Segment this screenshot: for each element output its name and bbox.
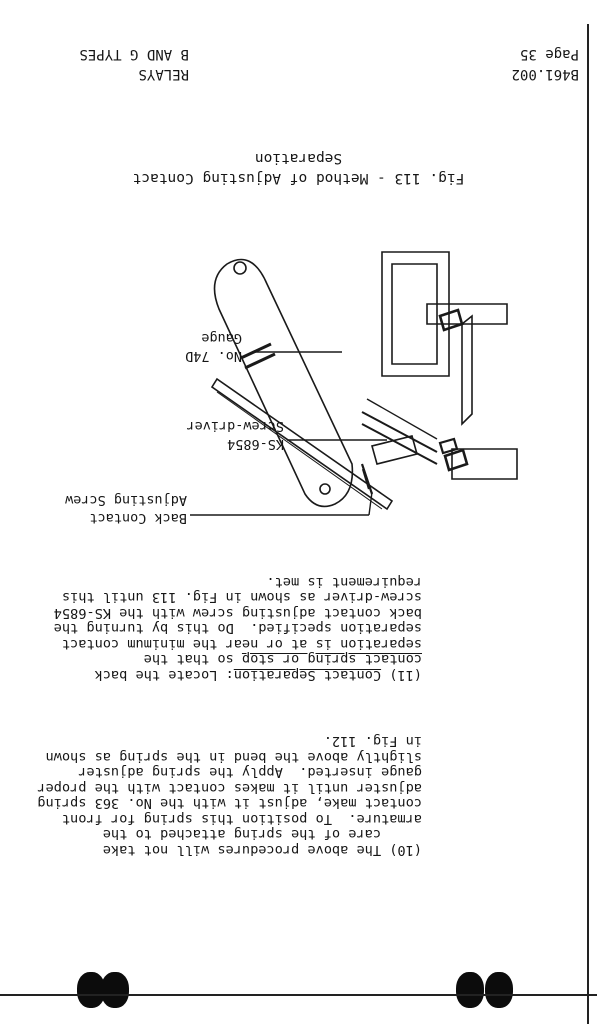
paragraph-11-line2: contact spring or stop so that the — [143, 651, 422, 668]
gauge-label-line2: Gauge — [201, 330, 242, 346]
gauge-label-line1: No. 74D — [185, 348, 242, 364]
gauge-band — [241, 344, 275, 368]
header-title-line2: B AND G TYPES — [79, 46, 189, 62]
paragraph-11-line1: (11) Contact Separation: Locate the back — [94, 667, 422, 683]
paragraph-10-line1: (10) The above procedures will not take — [102, 842, 422, 858]
gauge-lower-hole — [320, 484, 330, 494]
bottom-edge-line — [0, 994, 597, 996]
binder-hole — [101, 972, 129, 1008]
doc-number: B461.002 — [511, 66, 579, 82]
paragraph-11-line4: separation specified. Do this by turning the — [53, 620, 422, 637]
gauge-pivot-hole — [234, 262, 246, 274]
paragraph-10-line2: care of the spring attached to the — [102, 826, 422, 843]
screwdriver-label-line2: Screw-driver — [186, 418, 284, 434]
paragraph-11-line6: screw-driver as shown in Fig. 113 until this — [61, 589, 422, 606]
screw-label-line2: Adjusting Screw — [65, 492, 187, 508]
header-title-line1: RELAYS — [138, 66, 189, 82]
screw-leader-vertical — [369, 492, 372, 515]
binder-hole — [77, 972, 105, 1008]
back-contact-adjusting-screw — [445, 450, 467, 470]
figure-caption-line2: Separation — [254, 150, 343, 166]
relay-side-plate — [462, 316, 472, 424]
screw-label-line1: Back Contact — [89, 510, 187, 526]
paragraph-10-line8: in Fig. 112. — [323, 733, 422, 750]
paragraph-11 — [2, 574, 422, 683]
binder-hole — [485, 972, 513, 1008]
binder-hole — [456, 972, 484, 1008]
side-edge-line — [587, 24, 589, 1024]
paragraph-10 — [2, 733, 422, 857]
terminal-screw — [440, 310, 462, 330]
gauge-arm — [215, 260, 353, 507]
paragraph-10-line5: adjuster until it makes contact with the proper — [37, 780, 422, 796]
paragraph-10-line4: contact make, adjust it with the No. 363 spring — [37, 795, 422, 812]
paragraph-11-line5: back contact adjusting screw with the KS-6854 — [53, 605, 422, 621]
paragraph-10-line6: gauge inserted. Apply the spring adjuster — [78, 764, 422, 781]
screwdriver-label-line1: KS-6854 — [227, 436, 284, 452]
paragraph-11-line3: separation is at or near the minimum contact — [61, 636, 422, 652]
paragraph-11-line7: requirement is met. — [266, 574, 422, 590]
figure-caption-line1: Fig. 113 - Method of Adjusting Contact — [132, 170, 465, 186]
page-number: Page 35 — [519, 46, 579, 62]
relay-lower-bracket — [452, 449, 517, 479]
paragraph-10-line7: slightly above the bend in the spring as shown — [45, 749, 422, 765]
paragraph-10-line3: armature. To position this spring for front — [61, 811, 422, 827]
relay-assembly-drawing — [212, 252, 517, 509]
